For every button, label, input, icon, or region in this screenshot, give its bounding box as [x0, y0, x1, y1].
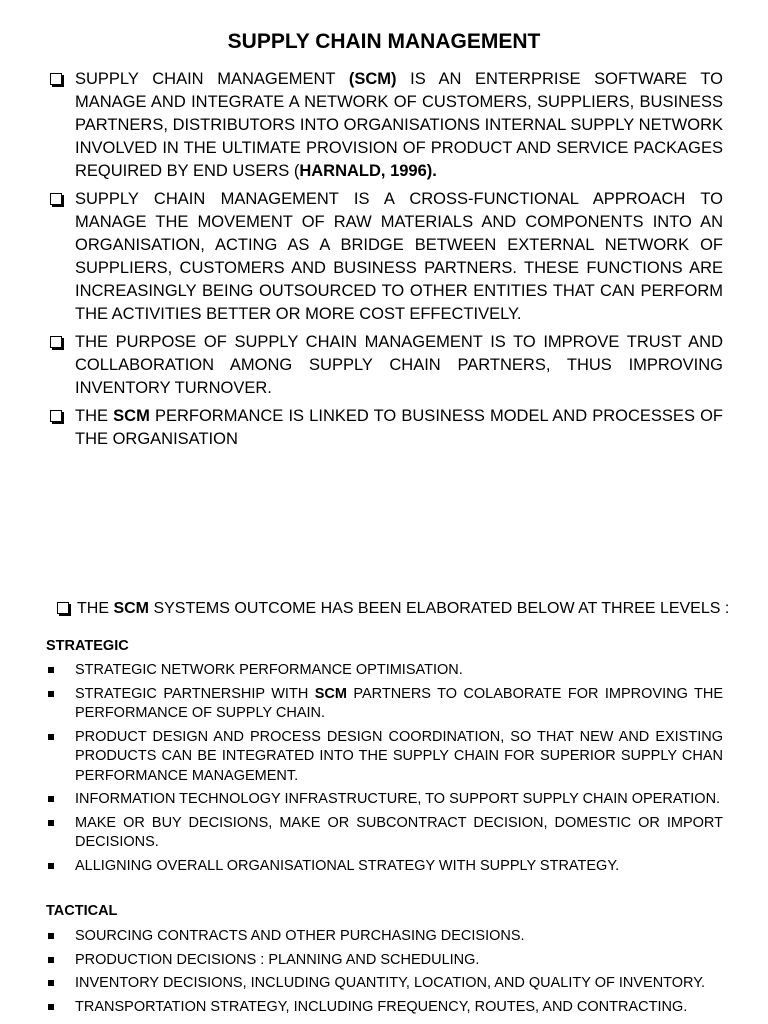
text-run: PARTNERS TO COLABORATE FOR IMPROVING THE PERFORMANCE OF SUPPLY CHAIN. — [75, 685, 724, 721]
text-run: INFORMATION TECHNOLOGY INFRASTRUCTURE, TO SUPPORT SUPPLY CHAIN OPERATION. — [75, 791, 721, 807]
text-run: ALLIGNING OVERALL ORGANISATIONAL STRATEGY WITH SUPPLY STRATEGY. — [75, 857, 620, 874]
text-run: PERFORMANCE IS LINKED TO BUSINESS MODEL AND PROCESSES OF THE ORGANISATION — [75, 407, 724, 448]
intro-point-text — [75, 68, 723, 183]
text-run: IS AN ENTERPRISE SOFTWARE TO MANAGE AND INTEGRATE A NETWORK OF CUSTOMERS, SUPPLIERS, BUSINESS PARTNERS, DISTRIBUTORS INTO ORGANISATIONS INTERNAL SUPPLY NETWORK INVOLVED IN THE ULTIMATE PROVISION OF PRODUCT AND SERVICE PACKAGES REQUIRED BY END USERS ( — [75, 70, 723, 180]
list-item-text — [75, 998, 723, 1018]
strategic-list — [46, 661, 723, 880]
list-item-text — [75, 685, 723, 724]
intro-point-text — [75, 188, 723, 326]
levels-intro-text — [77, 600, 729, 617]
intro-point-text — [75, 331, 723, 400]
bold-text: (SCM) — [348, 70, 397, 88]
checkbox-bullet-icon — [57, 602, 69, 614]
list-item — [46, 927, 723, 947]
text-run: SYSTEMS OUTCOME HAS BEEN ELABORATED BELOW AT THREE LEVELS : — [149, 600, 730, 617]
text-run: STRATEGIC PARTNERSHIP WITH — [75, 685, 315, 702]
list-item — [46, 661, 723, 681]
square-bullet-icon — [48, 734, 54, 740]
list-item-text — [75, 790, 723, 810]
bold-text: SCM — [113, 600, 150, 617]
square-bullet-icon — [48, 691, 54, 697]
list-item-text — [75, 814, 723, 853]
list-item — [46, 728, 723, 787]
section-heading-strategic: STRATEGIC — [46, 638, 129, 654]
intro-point — [48, 405, 723, 451]
text-run: TRANSPORTATION STRATEGY, INCLUDING FREQUENCY, ROUTES, AND CONTRACTING. — [75, 998, 688, 1015]
intro-point — [48, 188, 723, 326]
page-title: SUPPLY CHAIN MANAGEMENT — [227, 30, 541, 53]
text-run: SOURCING CONTRACTS AND OTHER PURCHASING DECISIONS. — [75, 928, 525, 944]
bold-text: HARNALD, 1996). — [299, 162, 437, 180]
list-item-text — [75, 927, 723, 947]
list-item — [46, 857, 723, 877]
text-run: STRATEGIC NETWORK PERFORMANCE OPTIMISATION. — [75, 662, 463, 678]
text-run: INVENTORY DECISIONS, INCLUDING QUANTITY, LOCATION, AND QUALITY OF INVENTORY. — [75, 975, 706, 991]
section-heading-tactical: TACTICAL — [46, 903, 118, 919]
square-bullet-icon — [48, 667, 54, 673]
square-bullet-icon — [48, 933, 54, 939]
list-item — [46, 974, 723, 994]
square-bullet-icon — [48, 796, 54, 802]
list-item — [46, 951, 723, 971]
text-run: THE PURPOSE OF SUPPLY CHAIN MANAGEMENT IS TO IMPROVE TRUST AND COLLABORATION AMONG SUPPLY CHAIN PARTNERS, THUS IMPROVING INVENTORY TURNOVER. — [75, 333, 723, 397]
intro-point-text — [75, 405, 723, 451]
list-item — [46, 685, 723, 724]
text-run: THE — [75, 407, 114, 425]
list-item-text — [75, 974, 723, 994]
list-item-text — [75, 857, 723, 877]
square-bullet-icon — [48, 1004, 54, 1010]
tactical-list — [46, 927, 723, 1021]
checkbox-bullet-icon — [50, 73, 62, 85]
intro-point — [48, 68, 723, 183]
list-item-text — [75, 728, 723, 787]
checkbox-bullet-icon — [50, 193, 62, 205]
bold-text: SCM — [314, 685, 347, 702]
text-run: PRODUCTION DECISIONS : PLANNING AND SCHEDULING. — [75, 951, 480, 968]
checkbox-bullet-icon — [50, 336, 62, 348]
levels-intro — [57, 598, 729, 620]
square-bullet-icon — [48, 820, 54, 826]
text-run: MAKE OR BUY DECISIONS, MAKE OR SUBCONTRACT DECISION, DOMESTIC OR IMPORT DECISIONS. — [75, 814, 723, 850]
text-run: PRODUCT DESIGN AND PROCESS DESIGN COORDINATION, SO THAT NEW AND EXISTING PRODUCTS CAN BE INTEGRATED INTO THE SUPPLY CHAIN FOR SUPERIOR SUPPLY CHAN PERFORMANCE MANAGEMENT. — [75, 728, 723, 784]
text-run: SUPPLY CHAIN MANAGEMENT — [75, 70, 349, 88]
bold-text: SCM — [113, 407, 150, 425]
intro-point — [48, 331, 723, 400]
text-run: SUPPLY CHAIN MANAGEMENT IS A CROSS-FUNCTIONAL APPROACH TO MANAGE THE MOVEMENT OF RAW MATERIALS AND COMPONENTS INTO AN ORGANISATION, ACTING AS A BRIDGE BETWEEN EXTERNAL NETWORK OF SUPPLIERS, CUSTOMERS AND BUSINESS PARTNERS. THESE FUNCTIONS ARE INCREASINGLY BEING OUTSOURCED TO OTHER ENTITIES THAT CAN PERFORM THE ACTIVITIES BETTER OR MORE COST EFFECTIVELY. — [75, 190, 723, 323]
intro-point-list — [48, 68, 723, 456]
list-item — [46, 998, 723, 1018]
list-item-text — [75, 951, 723, 971]
checkbox-bullet-icon — [50, 410, 62, 422]
square-bullet-icon — [48, 863, 54, 869]
list-item — [46, 814, 723, 853]
text-run: THE — [77, 600, 114, 617]
list-item — [46, 790, 723, 810]
list-item-text — [75, 661, 723, 681]
square-bullet-icon — [48, 957, 54, 963]
square-bullet-icon — [48, 980, 54, 986]
